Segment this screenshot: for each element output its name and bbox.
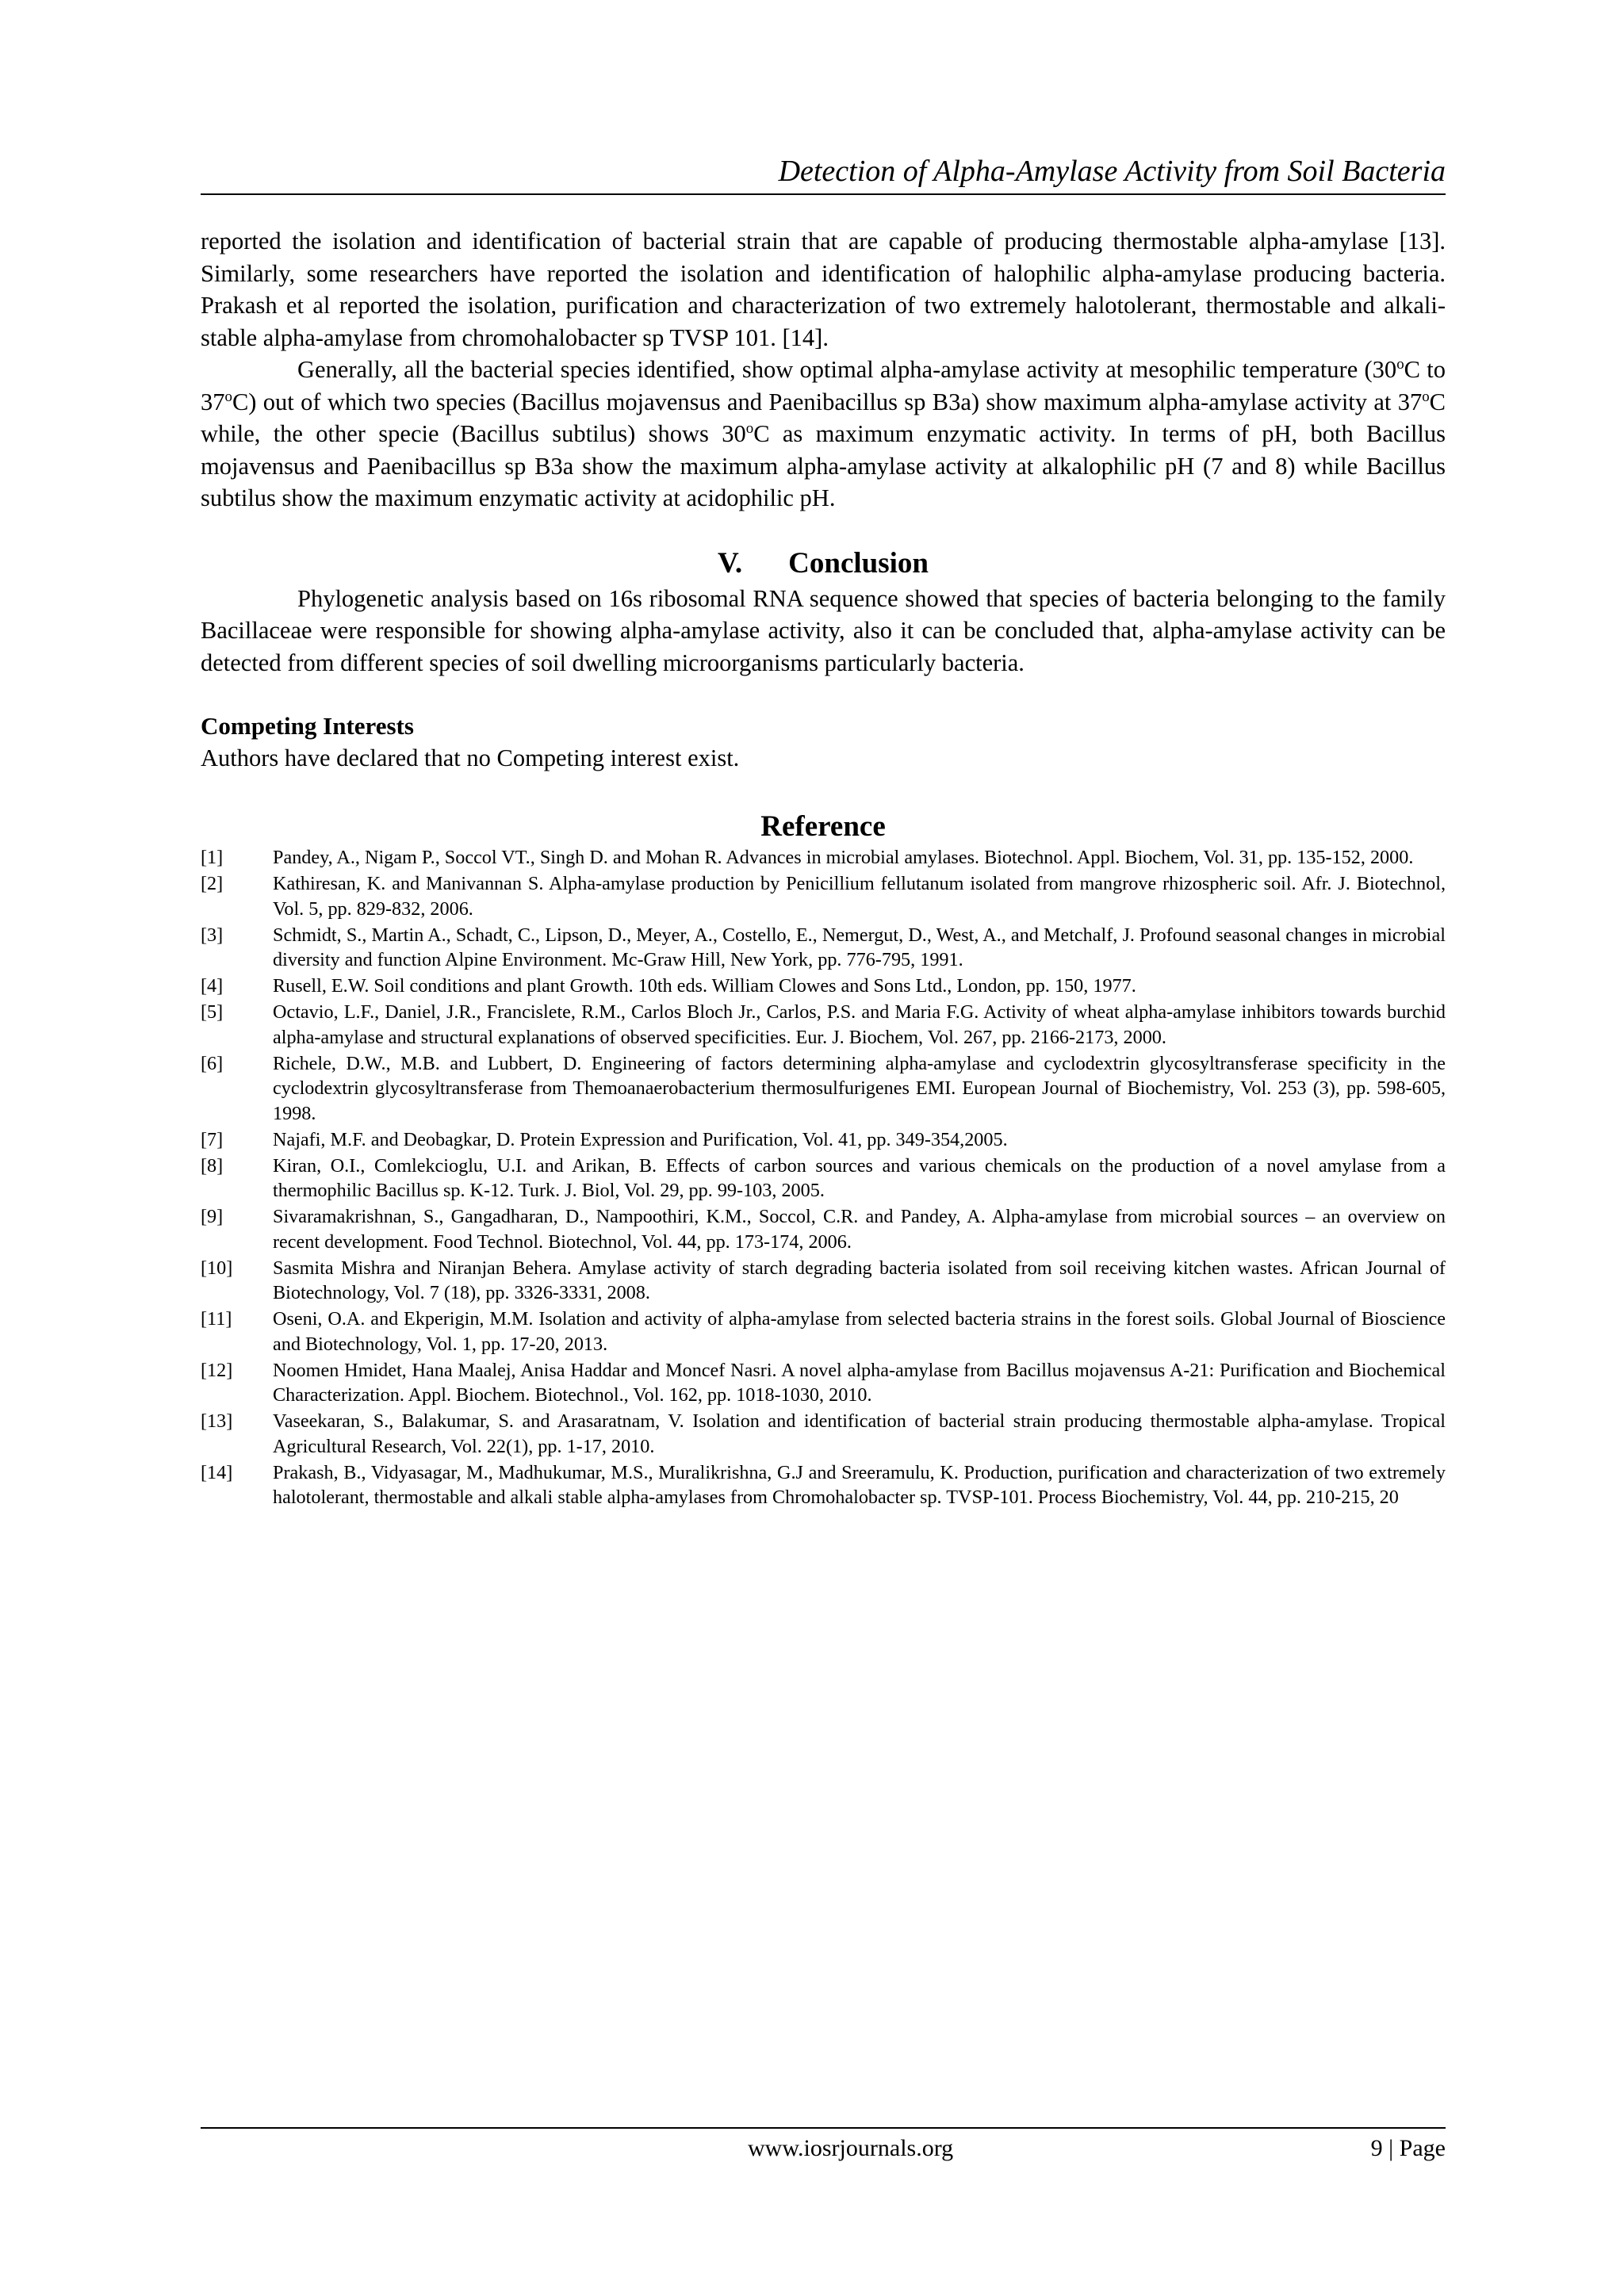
reference-text: Sasmita Mishra and Niranjan Behera. Amylase activity of starch degrading bacteria isolated from soil receiving kitchen wastes. African Journal of Biotechnology, Vol. 7 (18), pp. 3326-3331, 2008.	[273, 1257, 1446, 1303]
reference-number: [7]	[201, 1128, 224, 1150]
paragraph-continued: reported the isolation and identification of bacterial strain that are capable of producing thermostable alpha-amylase [13]. Similarly, some researchers have reported the isolation and identification of halophilic alpha-amylase producing bacteria. Prakash et al reported the isolation, purification and characterization of two extremely halotolerant, thermostable and alkali-stable alpha-amylase from chromohalobacter sp TVSP 101. [14].	[201, 228, 1446, 351]
references-heading: Reference	[760, 810, 886, 843]
reference-text: Noomen Hmidet, Hana Maalej, Anisa Haddar and Moncef Nasri. A novel alpha-amylase from Bacillus mojavensus A-21: Purification and Biochemical Characterization. Appl. Biochem. Biotechnol., Vol. 162, pp. 1018-1030, 2010.	[273, 1359, 1446, 1406]
reference-text: Kathiresan, K. and Manivannan S. Alpha-amylase production by Penicillium fellutanum isolated from mangrove rhizospheric soil. Afr. J. Biotechnol, Vol. 5, pp. 829-832, 2006.	[273, 873, 1446, 920]
section-heading-conclusion	[201, 545, 1446, 583]
header-rule	[201, 193, 1446, 195]
competing-interests-heading: Competing Interests	[201, 712, 414, 740]
journal-website: www.iosrjournals.org	[748, 2135, 954, 2161]
degree-superscript: o	[1396, 355, 1404, 373]
reference-item	[201, 974, 1446, 999]
reference-number: [3]	[201, 924, 224, 946]
reference-item	[201, 871, 1446, 921]
text-run: C while, the other specie (Bacillus subtilus) shows 30	[201, 388, 1446, 447]
running-header: Detection of Alpha-Amylase Activity from Soil Bacteria	[778, 155, 1446, 188]
reference-list	[201, 845, 1446, 1510]
reference-text: Najafi, M.F. and Deobagkar, D. Protein Expression and Purification, Vol. 41, pp. 349-354,2005.	[273, 1128, 1008, 1150]
section-number: V.	[717, 546, 743, 580]
reference-text: Vaseekaran, S., Balakumar, S. and Arasaratnam, V. Isolation and identification of bacterial strain producing thermostable alpha-amylase. Tropical Agricultural Research, Vol. 22(1), pp. 1-17, 2010.	[273, 1410, 1446, 1457]
section-title: Conclusion	[788, 546, 929, 580]
degree-superscript: o	[224, 388, 232, 405]
reference-item	[201, 1000, 1446, 1050]
reference-text: Schmidt, S., Martin A., Schadt, C., Lipson, D., Meyer, A., Costello, E., Nemergut, D., West, A., and Metchalf, J. Profound seasonal changes in microbial diversity and function Alpine Environment. Mc-Graw Hill, New York, pp. 776-795, 1991.	[273, 924, 1446, 970]
reference-text: Richele, D.W., M.B. and Lubbert, D. Engineering of factors determining alpha-amylase and cyclodextrin glycosyltransferase specificity in the cyclodextrin glycosyltransferase from Themoanaerobacterium thermosulfurigenes EMI. European Journal of Biochemistry, Vol. 253 (3), pp. 598-605, 1998.	[273, 1052, 1446, 1124]
degree-superscript: o	[1422, 388, 1430, 405]
reference-text: Pandey, A., Nigam P., Soccol VT., Singh D. and Mohan R. Advances in microbial amylases. Biotechnol. Appl. Biochem, Vol. 31, pp. 135-152, 2000.	[273, 847, 1414, 868]
reference-number: [2]	[201, 873, 224, 894]
reference-text: Kiran, O.I., Comlekcioglu, U.I. and Arikan, B. Effects of carbon sources and various chemicals on the production of a novel amylase from a thermophilic Bacillus sp. K-12. Turk. J. Biol, Vol. 29, pp. 99-103, 2005.	[273, 1154, 1446, 1201]
paragraph-temperature-ph	[201, 354, 1446, 515]
text-run: C to 37	[201, 356, 1446, 415]
competing-interests-text: Authors have declared that no Competing interest exist.	[201, 744, 740, 771]
text-run: Generally, all the bacterial species identified, show optimal alpha-amylase activity at mesophilic temperature (30	[297, 356, 1397, 383]
reference-number: [4]	[201, 975, 224, 997]
reference-number: [1]	[201, 847, 224, 868]
footer-rule	[201, 2127, 1446, 2129]
reference-number: [5]	[201, 1001, 224, 1023]
reference-text: Prakash, B., Vidyasagar, M., Madhukumar, M.S., Muralikrishna, G.J and Sreeramulu, K. Production, purification and characterization of two extremely halotolerant, thermostable and alkali stable alpha-amylases from Chromohalobacter sp. TVSP-101. Process Biochemistry, Vol. 44, pp. 210-215, 20	[273, 1461, 1446, 1508]
conclusion-paragraph: Phylogenetic analysis based on 16s ribosomal RNA sequence showed that species of bacteria belonging to the family Bacillaceae were responsible for showing alpha-amylase activity, also it can be concluded that, alpha-amylase activity can be detected from different species of soil dwelling microorganisms particularly bacteria.	[201, 584, 1446, 676]
reference-number: [12]	[201, 1359, 233, 1381]
page-number: 9 | Page	[1370, 2135, 1446, 2161]
reference-item	[201, 1409, 1446, 1459]
reference-item	[201, 1154, 1446, 1203]
reference-text: Sivaramakrishnan, S., Gangadharan, D., Nampoothiri, K.M., Soccol, C.R. and Pandey, A. Alpha-amylase from microbial sources – an overview on recent development. Food Technol. Biotechnol, Vol. 44, pp. 173-174, 2006.	[273, 1206, 1446, 1253]
reference-item	[201, 1127, 1446, 1153]
reference-number: [9]	[201, 1206, 224, 1227]
reference-text: Oseni, O.A. and Ekperigin, M.M. Isolation and activity of alpha-amylase from selected bacteria strains in the forest soils. Global Journal of Bioscience and Biotechnology, Vol. 1, pp. 17-20, 2013.	[273, 1308, 1446, 1355]
body	[201, 225, 1446, 1511]
reference-number: [8]	[201, 1154, 224, 1177]
reference-text: Rusell, E.W. Soil conditions and plant Growth. 10th eds. William Clowes and Sons Ltd., London, pp. 150, 1977.	[273, 975, 1136, 997]
reference-item	[201, 923, 1446, 973]
reference-number: [13]	[201, 1410, 233, 1432]
reference-item	[201, 1204, 1446, 1254]
reference-number: [11]	[201, 1308, 232, 1330]
degree-superscript: o	[745, 419, 754, 437]
reference-item	[201, 1460, 1446, 1510]
text-run: C) out of which two species (Bacillus mojavensus and Paenibacillus sp B3a) show maximum alpha-amylase activity at 37	[232, 388, 1423, 415]
reference-item	[201, 1256, 1446, 1306]
reference-number: [14]	[201, 1461, 233, 1483]
text-run: C as maximum enzymatic activity. In terms of pH, both Bacillus mojavensus and Paenibacillus sp B3a show the maximum alpha-amylase activity at alkalophilic pH (7 and 8) while Bacillus subtilus show the maximum enzymatic activity at acidophilic pH.	[201, 420, 1446, 511]
reference-item	[201, 1358, 1446, 1408]
reference-item	[201, 845, 1446, 871]
reference-item	[201, 1307, 1446, 1357]
reference-number: [6]	[201, 1052, 224, 1074]
reference-text: Octavio, L.F., Daniel, J.R., Francislete, R.M., Carlos Bloch Jr., Carlos, P.S. and Maria F.G. Activity of wheat alpha-amylase inhibitors towards burchid alpha-amylase and structural explanations of observed specificities. Eur. J. Biochem, Vol. 267, pp. 2166-2173, 2000.	[273, 1001, 1446, 1048]
reference-number: [10]	[201, 1257, 233, 1279]
reference-item	[201, 1051, 1446, 1127]
